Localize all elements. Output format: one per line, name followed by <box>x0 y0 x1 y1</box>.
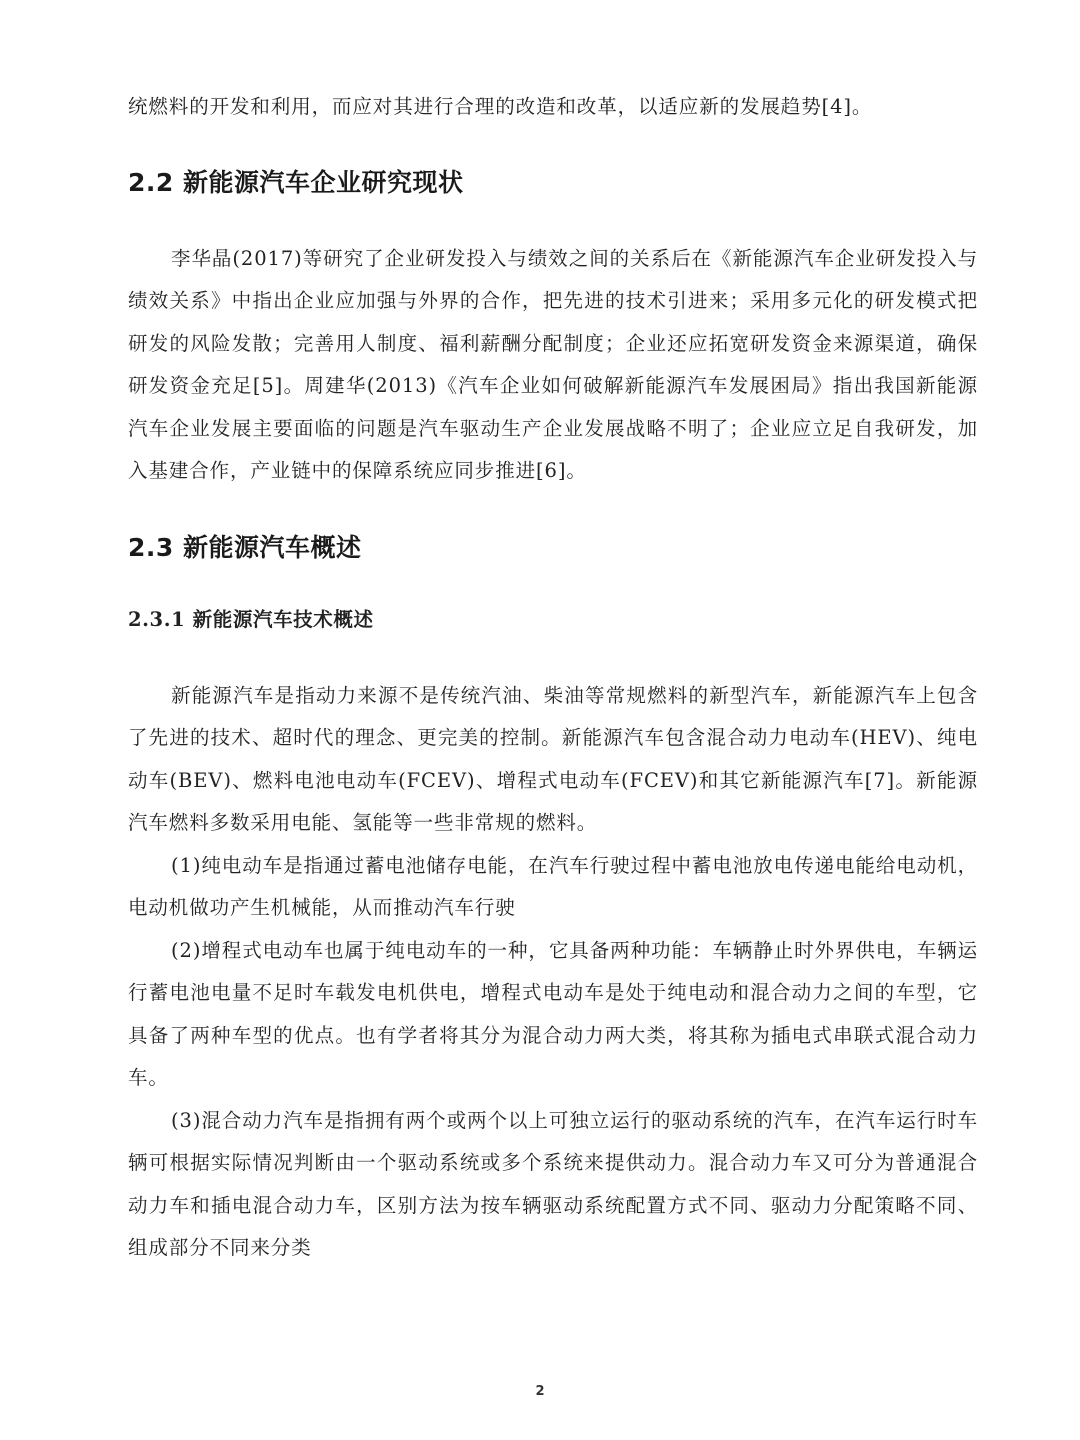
section-2-2-paragraph: 李华晶(2017)等研究了企业研发投入与绩效之间的关系后在《新能源汽车企业研发投入与绩效关系》中指出企业应加强与外界的合作，把先进的技术引进来；采用多元化的研发模式把研发的风险发散；完善用人制度、福利薪酬分配制度；企业还应拓宽研发资金来源渠道，确保研发资金充足[5]。周建华(2013)《汽车企业如何破解新能源汽车发展困局》指出我国新能源汽车企业发展主要面临的问题是汽车驱动生产企业发展战略不明了；企业应立足自我研发，加入基建合作，产业链中的保障系统应同步推进[6]。 <box>128 246 978 482</box>
list-item-battery-electric: (1)纯电动车是指通过蓄电池储存电能，在汽车行驶过程中蓄电池放电传递电能给电动机，电动机做功产生机械能，从而推动汽车行驶 <box>128 853 978 919</box>
overview-paragraph: 新能源汽车是指动力来源不是传统汽油、柴油等常规燃料的新型汽车，新能源汽车上包含了先进的技术、超时代的理念、更完美的控制。新能源汽车包含混合动力电动车(HEV)、纯电动车(BEV)、燃料电池电动车(FCEV)、增程式电动车(FCEV)和其它新能源汽车[7]。新能源汽车燃料多数采用电能、氢能等一些非常规的燃料。 <box>128 683 978 834</box>
list-item-hybrid: (3)混合动力汽车是指拥有两个或两个以上可独立运行的驱动系统的汽车，在汽车运行时车辆可根据实际情况判断由一个驱动系统或多个系统来提供动力。混合动力车又可分为普通混合动力车和插电混合动力车，区别方法为按车辆驱动系统配置方式不同、驱动力分配策略不同、组成部分不同来分类 <box>128 1108 978 1259</box>
list-item-range-extended: (2)增程式电动车也属于纯电动车的一种，它具备两种功能：车辆静止时外界供电，车辆运行蓄电池电量不足时车载发电机供电，增程式电动车是处于纯电动和混合动力之间的车型，它具备了两种车型的优点。也有学者将其分为混合动力两大类，将其称为插电式串联式混合动力车。 <box>128 938 978 1089</box>
subsection-heading-2-3-1: 2.3.1 新能源汽车技术概述 <box>128 607 374 631</box>
carryover-paragraph: 统燃料的开发和利用，而应对其进行合理的改造和改革，以适应新的发展趋势[4]。 <box>128 95 873 118</box>
page-body <box>128 86 978 1270</box>
page-number: 2 <box>535 1384 545 1399</box>
section-heading-2-3: 2.3 新能源汽车概述 <box>128 532 362 562</box>
section-heading-2-2: 2.2 新能源汽车企业研究现状 <box>128 167 464 197</box>
